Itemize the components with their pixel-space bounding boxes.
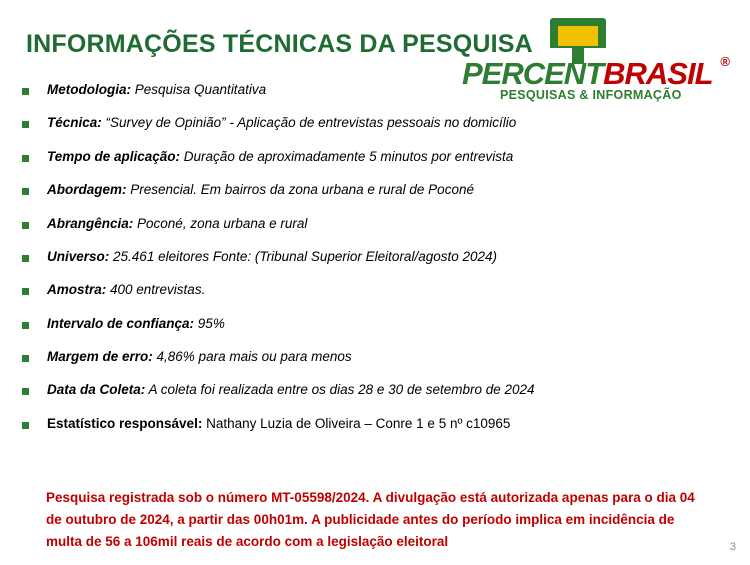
list-item-label: Abrangência: — [47, 215, 134, 231]
list-item-label: Intervalo de confiança: — [47, 315, 195, 331]
square-bullet-icon — [22, 88, 29, 95]
list-item-label: Amostra: — [47, 282, 107, 298]
square-bullet-icon — [22, 388, 29, 395]
page-title: INFORMAÇÕES TÉCNICAS DA PESQUISA — [26, 30, 533, 58]
page-number: 3 — [729, 541, 736, 553]
list-item-label: Estatístico responsável: — [47, 415, 203, 431]
list-item — [22, 249, 732, 266]
list-item-value: Nathany Luzia de Oliveira – Conre 1 e 5 nº c10965 — [202, 415, 511, 431]
square-bullet-icon — [22, 121, 29, 128]
list-item — [22, 149, 732, 166]
square-bullet-icon — [22, 288, 29, 295]
list-item-value: Presencial. Em bairros da zona urbana e rural de Poconé — [126, 182, 474, 198]
list-item-label: Tempo de aplicação: — [47, 148, 181, 164]
list-item-value: A coleta foi realizada entre os dias 28 e 30 de setembro de 2024 — [145, 382, 535, 398]
list-item-label: Abordagem: — [47, 182, 127, 198]
list-item-value: Pesquisa Quantitativa — [131, 82, 267, 97]
list-item-text — [47, 149, 513, 166]
list-item-label: Universo: — [47, 248, 110, 264]
registration-note: Pesquisa registrada sob o número MT-05598/2024. A divulgação está autorizada apenas para o dia 04 de outubro de 2024, a partir das 00h01m. A publicidade antes do período implica em incidência de multa de 56 a 106mil reais de acordo com a legislação eleitoral — [46, 490, 695, 549]
logo-wordmark-brasil: BRASIL — [603, 56, 713, 91]
list-item-label: Metodologia: — [47, 82, 131, 97]
list-item-label: Data da Coleta: — [47, 382, 146, 398]
list-item-text — [47, 382, 535, 399]
list-item-text — [47, 349, 352, 366]
list-item-value: 4,86% para mais ou para menos — [152, 349, 352, 364]
list-item-text — [47, 282, 205, 299]
list-item-label: Margem de erro: — [47, 349, 153, 364]
list-item-label: Técnica: — [47, 115, 102, 131]
list-item — [22, 182, 732, 199]
list-item-text — [47, 82, 266, 99]
list-item — [22, 115, 732, 132]
square-bullet-icon — [22, 322, 29, 329]
list-item-text — [47, 249, 497, 266]
square-bullet-icon — [22, 355, 29, 362]
list-item-value: 95% — [194, 315, 225, 331]
square-bullet-icon — [22, 188, 29, 195]
list-item — [22, 282, 732, 299]
list-item-text — [47, 416, 510, 433]
list-item — [22, 216, 732, 233]
list-item-value: Duração de aproximadamente 5 minutos por entrevista — [180, 148, 514, 164]
square-bullet-icon — [22, 255, 29, 262]
list-item — [22, 382, 732, 399]
list-item-text — [47, 182, 474, 199]
list-item-text — [47, 115, 516, 132]
list-item-text — [47, 316, 225, 333]
square-bullet-icon — [22, 222, 29, 229]
logo-wordmark-percent: PERCENT — [462, 56, 604, 91]
list-item-value: Poconé, zona urbana e rural — [133, 215, 308, 231]
logo-tagline: PESQUISAS & INFORMAÇÃO — [500, 88, 682, 102]
registered-trademark-icon: ® — [720, 54, 730, 69]
list-item — [22, 82, 732, 99]
square-bullet-icon — [22, 155, 29, 162]
list-item-text — [47, 216, 307, 233]
technical-info-list — [22, 82, 732, 449]
list-item — [22, 349, 732, 366]
list-item-value: “Survey de Opinião” - Aplicação de entrevistas pessoais no domicílio — [101, 115, 517, 131]
list-item — [22, 316, 732, 333]
list-item-value: 25.461 eleitores Fonte: (Tribunal Superior Eleitoral/agosto 2024) — [109, 248, 498, 264]
square-bullet-icon — [22, 422, 29, 429]
list-item — [22, 416, 732, 433]
list-item-value: 400 entrevistas. — [106, 282, 206, 298]
